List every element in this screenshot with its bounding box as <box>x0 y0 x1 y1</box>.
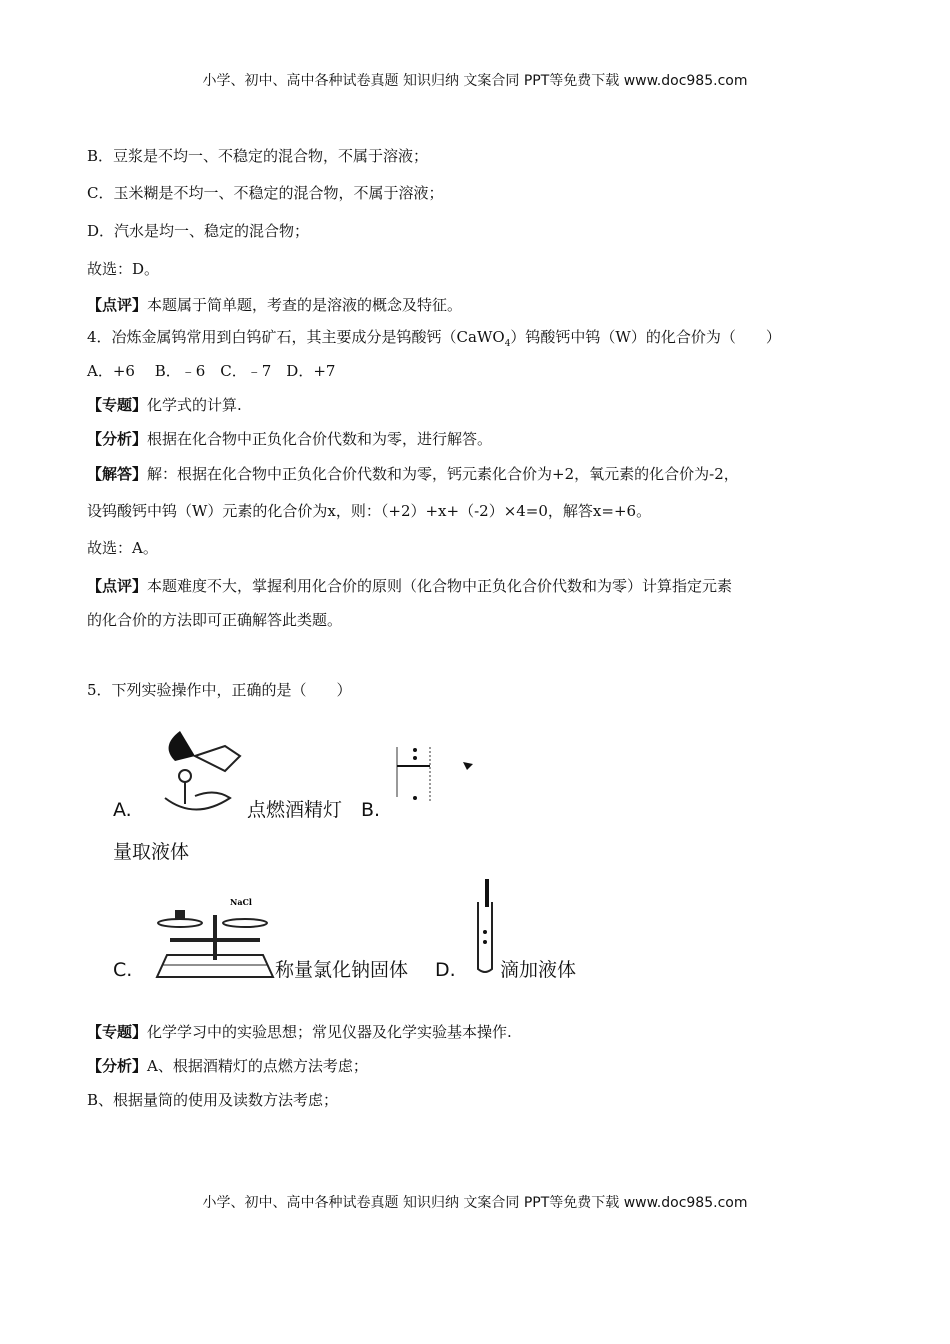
option-d-label: D. <box>435 959 456 981</box>
q4-topic <box>87 395 242 415</box>
topic-tag: 【专题】 <box>87 396 148 414</box>
topic-tag: 【专题】 <box>87 1023 148 1041</box>
q4-choice: 故选：A。 <box>87 539 158 557</box>
page-header: 小学、初中、高中各种试卷真题 知识归纳 文案合同 PPT等免费下载 www.doc985.com <box>202 73 748 89</box>
option-c-text: 称量氯化钠固体 <box>275 959 409 981</box>
q5-analysis <box>87 1056 368 1076</box>
page-footer: 小学、初中、高中各种试卷真题 知识归纳 文案合同 PPT等免费下载 www.doc985.com <box>202 1195 748 1211</box>
q5-stem: 5．下列实验操作中，正确的是（ ） <box>87 681 352 699</box>
q4-review-cont: 的化合价的方法即可正确解答此类题。 <box>87 611 343 629</box>
q4-review <box>87 576 732 596</box>
alcohol-lamp-figure <box>155 726 245 821</box>
option-d-text: 滴加液体 <box>500 959 577 981</box>
q4-options: A．+6 B．﹣6 C．﹣7 D．+7 <box>87 362 336 380</box>
q4-analysis <box>87 429 492 449</box>
topic-text: 化学学习中的实验思想；常见仪器及化学实验基本操作. <box>147 1023 512 1041</box>
q3-line-d: D．汽水是均一、稳定的混合物； <box>87 222 310 240</box>
q4-answer-cont: 设钨酸钙中钨（W）元素的化合价为x，则：（+2）+x+（-2）×4=0，解答x=+6。 <box>87 502 652 520</box>
answer-text: 解：根据在化合物中正负化合价代数和为零，钙元素化合价为+2，氧元素的化合价为-2， <box>147 465 739 483</box>
balance-scale-figure <box>155 895 275 980</box>
q3-line-c: C．玉米糊是不均一、不稳定的混合物，不属于溶液； <box>87 184 444 202</box>
review-text: 本题属于简单题，考查的是溶液的概念及特征。 <box>147 296 463 314</box>
option-c-label: C. <box>113 959 133 981</box>
option-a-label: A. <box>113 799 132 821</box>
q3-choice: 故选：D。 <box>87 260 160 278</box>
option-b-text: 量取液体 <box>113 841 190 863</box>
q3-line-b: B．豆浆是不均一、不稳定的混合物，不属于溶液； <box>87 147 429 165</box>
q5-analysis-cont: B、根据量筒的使用及读数方法考虑； <box>87 1091 339 1109</box>
review-text: 本题难度不大，掌握利用化合价的原则（化合物中正负化合价代数和为零）计算指定元素 <box>147 577 733 595</box>
topic-text: 化学式的计算. <box>147 396 242 414</box>
review-tag: 【点评】 <box>87 577 148 595</box>
stem-part: ）钨酸钙中钨（W）的化合价为（ ） <box>510 328 781 346</box>
analysis-text: 根据在化合物中正负化合价代数和为零，进行解答。 <box>147 430 493 448</box>
review-tag: 【点评】 <box>87 296 148 314</box>
analysis-text: A、根据酒精灯的点燃方法考虑； <box>147 1057 368 1075</box>
option-a-text: 点燃酒精灯 <box>247 799 343 821</box>
q4-stem <box>87 327 781 354</box>
subscript: 4 <box>504 339 511 349</box>
analysis-tag: 【分析】 <box>87 430 148 448</box>
q4-answer <box>87 464 739 484</box>
analysis-tag: 【分析】 <box>87 1057 148 1075</box>
nacl-label: NaCl <box>230 897 252 907</box>
stem-part: 4．冶炼金属钨常用到白钨矿石，其主要成分是钨酸钙（CaWO <box>87 328 505 346</box>
q5-topic <box>87 1022 512 1042</box>
test-tube-dropper-figure <box>470 877 500 977</box>
q3-review <box>87 295 462 315</box>
answer-tag: 【解答】 <box>87 465 148 483</box>
graduated-cylinder-figure <box>395 742 495 812</box>
option-b-label: B. <box>361 799 381 821</box>
